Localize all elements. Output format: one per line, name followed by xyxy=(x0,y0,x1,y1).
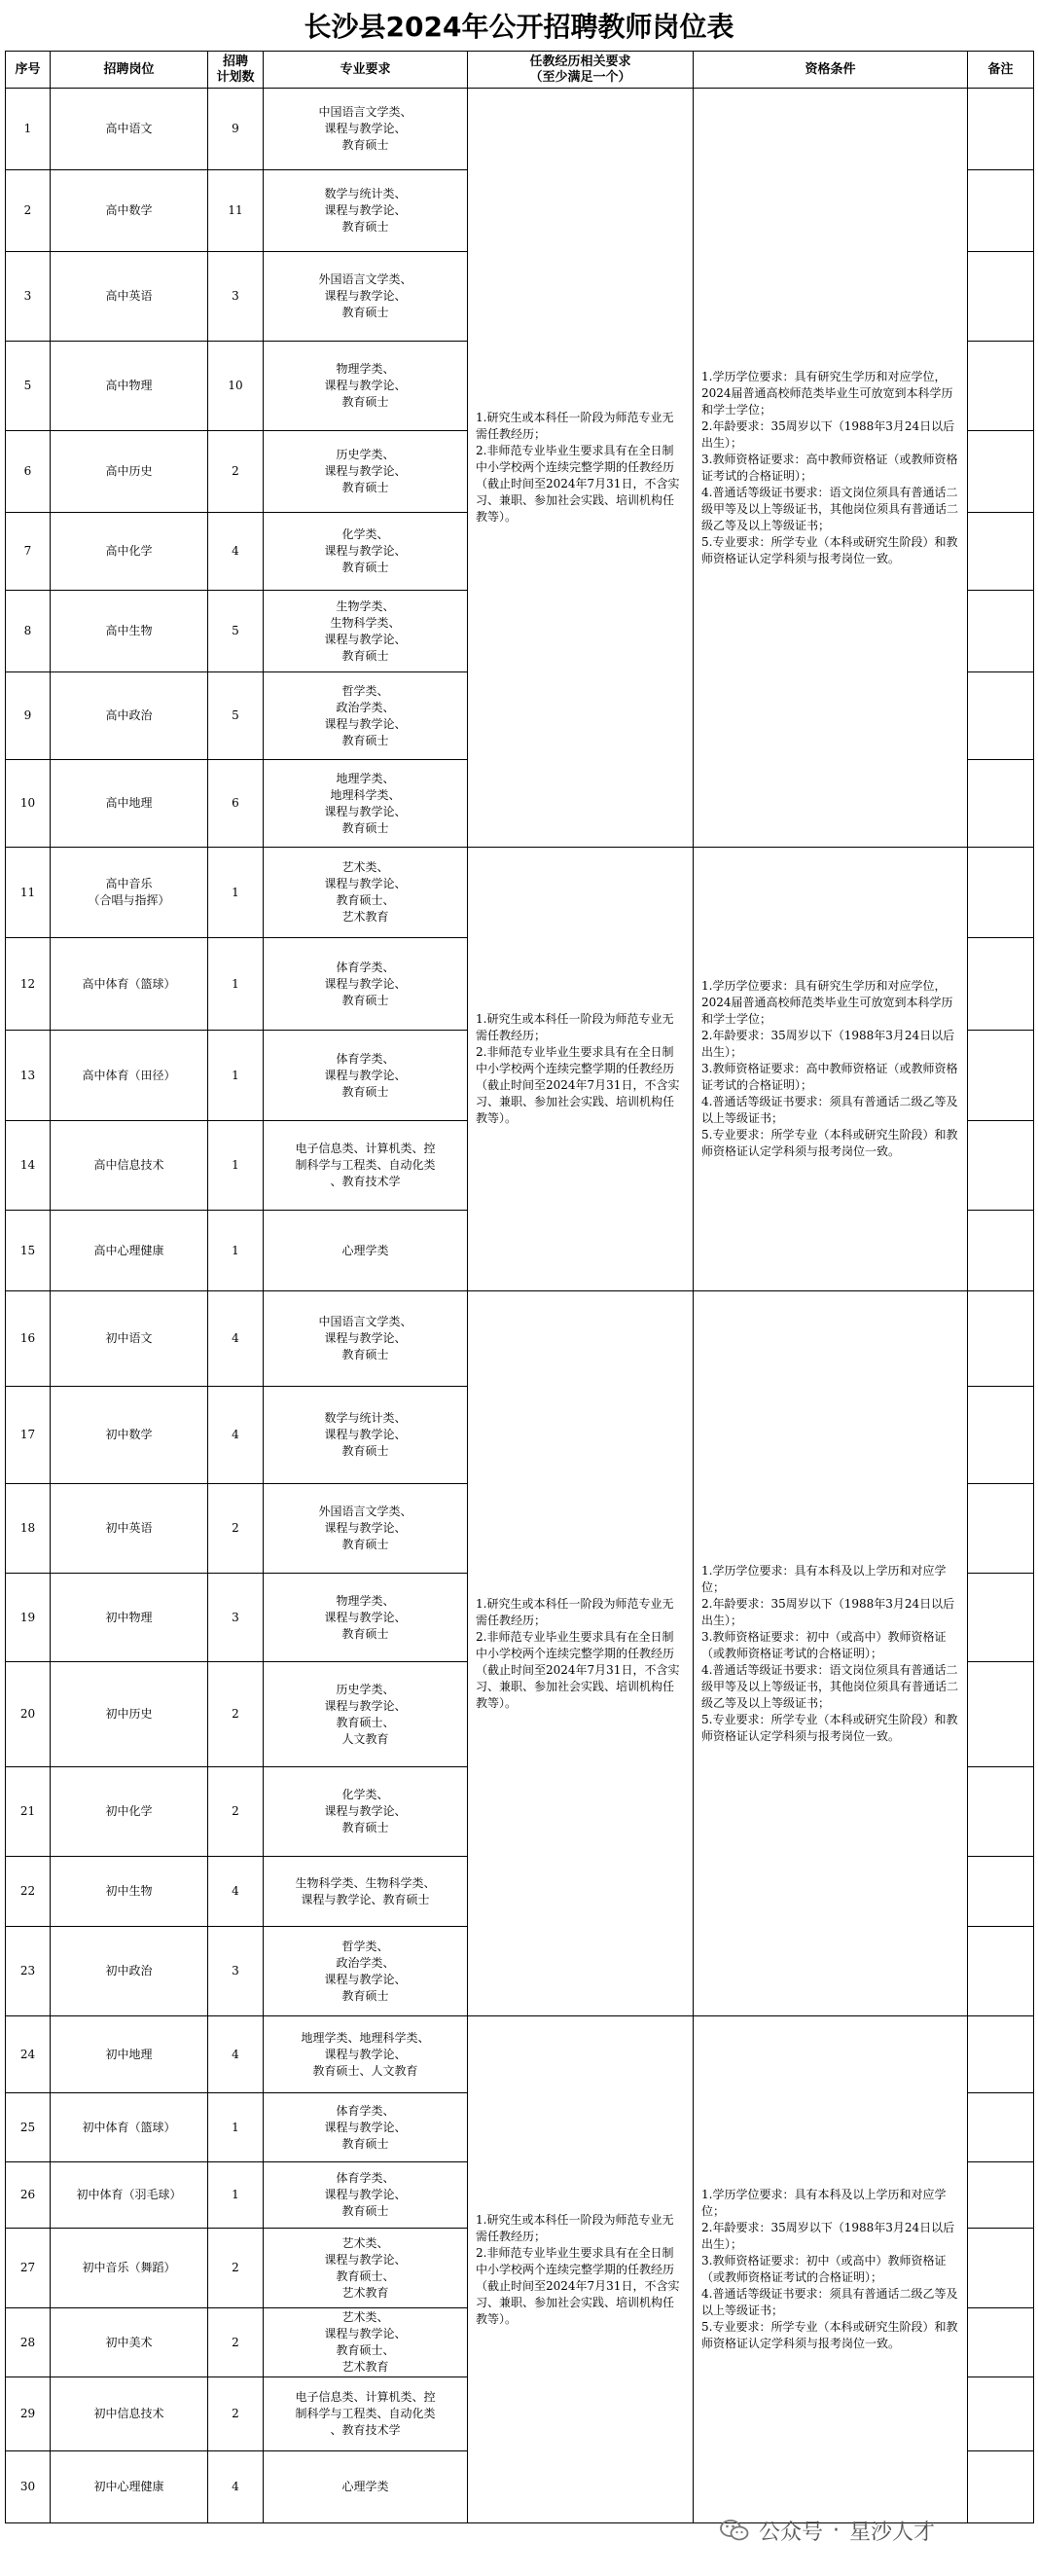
cell-post: 初中历史 xyxy=(51,1662,208,1767)
cell-index: 24 xyxy=(6,2016,51,2093)
cell-index: 1 xyxy=(6,89,51,170)
cell-index: 15 xyxy=(6,1211,51,1291)
cell-remarks xyxy=(968,1484,1034,1574)
cell-major: 地理学类、地理科学类、 课程与教学论、 教育硕士、人文教育 xyxy=(264,2016,468,2093)
cell-major: 外国语言文学类、 课程与教学论、 教育硕士 xyxy=(264,252,468,342)
header-qualification: 资格条件 xyxy=(694,52,968,89)
cell-post: 高中体育（篮球） xyxy=(51,938,208,1031)
cell-count: 4 xyxy=(208,1857,264,1927)
cell-post: 高中政治 xyxy=(51,672,208,760)
cell-remarks xyxy=(968,170,1034,252)
cell-remarks xyxy=(968,1387,1034,1484)
cell-major: 历史学类、 课程与教学论、 教育硕士 xyxy=(264,431,468,513)
page-title: 长沙县2024年公开招聘教师岗位表 xyxy=(304,11,734,43)
cell-remarks xyxy=(968,1211,1034,1291)
cell-post: 初中英语 xyxy=(51,1484,208,1574)
cell-remarks xyxy=(968,2162,1034,2229)
cell-index: 6 xyxy=(6,431,51,513)
cell-count: 2 xyxy=(208,1662,264,1767)
cell-major: 地理学类、 地理科学类、 课程与教学论、 教育硕士 xyxy=(264,760,468,848)
cell-post: 初中体育（羽毛球） xyxy=(51,2162,208,2229)
cell-index: 10 xyxy=(6,760,51,848)
cell-index: 11 xyxy=(6,848,51,938)
cell-remarks xyxy=(968,1121,1034,1211)
cell-count: 2 xyxy=(208,2229,264,2308)
cell-count: 2 xyxy=(208,1767,264,1857)
cell-post: 初中体育（篮球） xyxy=(51,2093,208,2162)
cell-remarks xyxy=(968,2377,1034,2451)
cell-qualification: 1.学历学位要求：具有本科及以上学历和对应学位； 2.年龄要求：35周岁以下（1988年3月24日以后出生）； 3.教师资格证要求：初中（或高中）教师资格证（或教师资格证考试的合格证明）； 4.普通话等级证书要求：须具有普通话二级乙等及以上等级证书； 5.专业要求：所学专业（本科或研究生阶段）和教师资格证认定学科须与报考岗位一致。 xyxy=(694,2016,968,2523)
cell-remarks xyxy=(968,672,1034,760)
cell-post: 高中物理 xyxy=(51,342,208,431)
cell-major: 艺术类、 课程与教学论、 教育硕士、 艺术教育 xyxy=(264,2308,468,2377)
cell-index: 20 xyxy=(6,1662,51,1767)
cell-remarks xyxy=(968,2093,1034,2162)
cell-count: 4 xyxy=(208,2451,264,2523)
table-row xyxy=(6,89,1034,170)
cell-remarks xyxy=(968,513,1034,591)
cell-major: 外国语言文学类、 课程与教学论、 教育硕士 xyxy=(264,1484,468,1574)
cell-index: 7 xyxy=(6,513,51,591)
cell-index: 16 xyxy=(6,1291,51,1387)
cell-index: 25 xyxy=(6,2093,51,2162)
cell-count: 2 xyxy=(208,1484,264,1574)
cell-post: 初中物理 xyxy=(51,1574,208,1662)
cell-count: 2 xyxy=(208,2308,264,2377)
cell-index: 27 xyxy=(6,2229,51,2308)
cell-post: 高中地理 xyxy=(51,760,208,848)
cell-index: 12 xyxy=(6,938,51,1031)
cell-major: 物理学类、 课程与教学论、 教育硕士 xyxy=(264,342,468,431)
cell-post: 高中数学 xyxy=(51,170,208,252)
cell-index: 22 xyxy=(6,1857,51,1927)
cell-count: 10 xyxy=(208,342,264,431)
cell-remarks xyxy=(968,1857,1034,1927)
table-row xyxy=(6,2016,1034,2093)
cell-count: 4 xyxy=(208,513,264,591)
cell-index: 29 xyxy=(6,2377,51,2451)
cell-remarks xyxy=(968,342,1034,431)
cell-index: 30 xyxy=(6,2451,51,2523)
cell-count: 4 xyxy=(208,1291,264,1387)
cell-count: 2 xyxy=(208,2377,264,2451)
cell-post: 高中化学 xyxy=(51,513,208,591)
cell-count: 4 xyxy=(208,2016,264,2093)
cell-count: 4 xyxy=(208,1387,264,1484)
cell-experience: 1.研究生或本科任一阶段为师范专业无需任教经历； 2.非师范专业毕业生要求具有在全日制中小学校两个连续完整学期的任教经历（截止时间至2024年7月31日，不含实习、兼职、参加社会实践、培训机构任教等）。 xyxy=(468,1291,694,2016)
cell-remarks xyxy=(968,848,1034,938)
cell-count: 11 xyxy=(208,170,264,252)
cell-index: 5 xyxy=(6,342,51,431)
header-experience: 任教经历相关要求 （至少满足一个） xyxy=(468,52,694,89)
cell-post: 初中信息技术 xyxy=(51,2377,208,2451)
cell-post: 高中生物 xyxy=(51,591,208,672)
cell-remarks xyxy=(968,1767,1034,1857)
cell-count: 1 xyxy=(208,938,264,1031)
cell-count: 6 xyxy=(208,760,264,848)
cell-post: 高中英语 xyxy=(51,252,208,342)
cell-index: 26 xyxy=(6,2162,51,2229)
cell-post: 初中化学 xyxy=(51,1767,208,1857)
cell-post: 初中地理 xyxy=(51,2016,208,2093)
cell-major: 生物科学类、生物科学类、 课程与教学论、教育硕士 xyxy=(264,1857,468,1927)
cell-index: 2 xyxy=(6,170,51,252)
cell-major: 中国语言文学类、 课程与教学论、 教育硕士 xyxy=(264,1291,468,1387)
cell-count: 3 xyxy=(208,1574,264,1662)
cell-major: 艺术类、 课程与教学论、 教育硕士、 艺术教育 xyxy=(264,2229,468,2308)
watermark-name: 星沙人才 xyxy=(849,2520,936,2545)
cell-post: 初中政治 xyxy=(51,1927,208,2016)
cell-major: 哲学类、 政治学类、 课程与教学论、 教育硕士 xyxy=(264,1927,468,2016)
cell-index: 23 xyxy=(6,1927,51,2016)
header-major: 专业要求 xyxy=(264,52,468,89)
cell-major: 电子信息类、计算机类、控 制科学与工程类、自动化类 、教育技术学 xyxy=(264,1121,468,1211)
cell-major: 物理学类、 课程与教学论、 教育硕士 xyxy=(264,1574,468,1662)
cell-count: 1 xyxy=(208,848,264,938)
cell-major: 心理学类 xyxy=(264,1211,468,1291)
cell-count: 3 xyxy=(208,252,264,342)
cell-major: 体育学类、 课程与教学论、 教育硕士 xyxy=(264,2162,468,2229)
cell-index: 28 xyxy=(6,2308,51,2377)
cell-index: 13 xyxy=(6,1031,51,1121)
cell-post: 高中音乐 （合唱与指挥） xyxy=(51,848,208,938)
cell-index: 19 xyxy=(6,1574,51,1662)
cell-post: 初中心理健康 xyxy=(51,2451,208,2523)
cell-remarks xyxy=(968,89,1034,170)
cell-remarks xyxy=(968,2451,1034,2523)
cell-post: 高中信息技术 xyxy=(51,1121,208,1211)
cell-remarks xyxy=(968,1574,1034,1662)
cell-remarks xyxy=(968,2016,1034,2093)
cell-major: 数学与统计类、 课程与教学论、 教育硕士 xyxy=(264,170,468,252)
cell-remarks xyxy=(968,2229,1034,2308)
header-post: 招聘岗位 xyxy=(51,52,208,89)
cell-remarks xyxy=(968,1927,1034,2016)
wechat-icon xyxy=(720,2519,749,2542)
cell-major: 数学与统计类、 课程与教学论、 教育硕士 xyxy=(264,1387,468,1484)
cell-experience: 1.研究生或本科任一阶段为师范专业无需任教经历； 2.非师范专业毕业生要求具有在全日制中小学校两个连续完整学期的任教经历（截止时间至2024年7月31日，不含实习、兼职、参加社会实践、培训机构任教等）。 xyxy=(468,89,694,848)
table-row xyxy=(6,1291,1034,1387)
cell-count: 5 xyxy=(208,672,264,760)
cell-post: 高中体育（田径） xyxy=(51,1031,208,1121)
cell-count: 3 xyxy=(208,1927,264,2016)
cell-remarks xyxy=(968,2308,1034,2377)
cell-remarks xyxy=(968,431,1034,513)
cell-post: 初中音乐（舞蹈） xyxy=(51,2229,208,2308)
cell-major: 生物学类、 生物科学类、 课程与教学论、 教育硕士 xyxy=(264,591,468,672)
cell-major: 体育学类、 课程与教学论、 教育硕士 xyxy=(264,938,468,1031)
cell-count: 1 xyxy=(208,2093,264,2162)
watermark-prefix: 公众号 xyxy=(759,2520,824,2545)
cell-qualification: 1.学历学位要求：具有研究生学历和对应学位，2024届普通高校师范类毕业生可放宽到本科学历和学士学位； 2.年龄要求：35周岁以下（1988年3月24日以后出生）； 3.教师资格证要求：高中教师资格证（或教师资格证考试的合格证明）； 4.普通话等级证书要求：语文岗位须具有普通话二级甲等及以上等级证书，其他岗位须具有普通话二级乙等及以上等级证书； 5.专业要求：所学专业（本科或研究生阶段）和教师资格证认定学科须与报考岗位一致。 xyxy=(694,89,968,848)
cell-post: 高中历史 xyxy=(51,431,208,513)
cell-major: 哲学类、 政治学类、 课程与教学论、 教育硕士 xyxy=(264,672,468,760)
cell-remarks xyxy=(968,591,1034,672)
header-count: 招聘 计划数 xyxy=(208,52,264,89)
cell-index: 3 xyxy=(6,252,51,342)
cell-count: 1 xyxy=(208,1121,264,1211)
header-remarks: 备注 xyxy=(968,52,1034,89)
table-row xyxy=(6,848,1034,938)
cell-qualification: 1.学历学位要求：具有研究生学历和对应学位，2024届普通高校师范类毕业生可放宽到本科学历和学士学位； 2.年龄要求：35周岁以下（1988年3月24日以后出生）； 3.教师资格证要求：高中教师资格证（或教师资格证考试的合格证明）； 4.普通话等级证书要求：须具有普通话二级乙等及以上等级证书； 5.专业要求：所学专业（本科或研究生阶段）和教师资格证认定学科须与报考岗位一致。 xyxy=(694,848,968,1291)
watermark-separator: · xyxy=(833,2518,841,2543)
cell-major: 历史学类、 课程与教学论、 教育硕士、 人文教育 xyxy=(264,1662,468,1767)
cell-index: 8 xyxy=(6,591,51,672)
cell-count: 2 xyxy=(208,431,264,513)
cell-post: 初中语文 xyxy=(51,1291,208,1387)
cell-remarks xyxy=(968,1662,1034,1767)
watermark xyxy=(720,2513,935,2548)
cell-index: 9 xyxy=(6,672,51,760)
cell-index: 14 xyxy=(6,1121,51,1211)
cell-experience: 1.研究生或本科任一阶段为师范专业无需任教经历； 2.非师范专业毕业生要求具有在全日制中小学校两个连续完整学期的任教经历（截止时间至2024年7月31日，不含实习、兼职、参加社会实践、培训机构任教等）。 xyxy=(468,848,694,1291)
cell-remarks xyxy=(968,1031,1034,1121)
cell-count: 9 xyxy=(208,89,264,170)
table-header-row xyxy=(6,52,1034,89)
cell-major: 体育学类、 课程与教学论、 教育硕士 xyxy=(264,2093,468,2162)
cell-major: 艺术类、 课程与教学论、 教育硕士、 艺术教育 xyxy=(264,848,468,938)
cell-major: 化学类、 课程与教学论、 教育硕士 xyxy=(264,513,468,591)
cell-count: 1 xyxy=(208,1211,264,1291)
cell-major: 心理学类 xyxy=(264,2451,468,2523)
table-body xyxy=(6,89,1034,2523)
cell-experience: 1.研究生或本科任一阶段为师范专业无需任教经历； 2.非师范专业毕业生要求具有在全日制中小学校两个连续完整学期的任教经历（截止时间至2024年7月31日，不含实习、兼职、参加社会实践、培训机构任教等）。 xyxy=(468,2016,694,2523)
cell-major: 中国语言文学类、 课程与教学论、 教育硕士 xyxy=(264,89,468,170)
cell-remarks xyxy=(968,1291,1034,1387)
cell-major: 电子信息类、计算机类、控 制科学与工程类、自动化类 、教育技术学 xyxy=(264,2377,468,2451)
cell-index: 18 xyxy=(6,1484,51,1574)
cell-post: 初中生物 xyxy=(51,1857,208,1927)
cell-count: 1 xyxy=(208,2162,264,2229)
cell-remarks xyxy=(968,252,1034,342)
cell-remarks xyxy=(968,938,1034,1031)
cell-index: 17 xyxy=(6,1387,51,1484)
cell-index: 21 xyxy=(6,1767,51,1857)
cell-post: 初中美术 xyxy=(51,2308,208,2377)
cell-post: 高中语文 xyxy=(51,89,208,170)
cell-major: 体育学类、 课程与教学论、 教育硕士 xyxy=(264,1031,468,1121)
cell-post: 初中数学 xyxy=(51,1387,208,1484)
cell-count: 1 xyxy=(208,1031,264,1121)
cell-post: 高中心理健康 xyxy=(51,1211,208,1291)
cell-major: 化学类、 课程与教学论、 教育硕士 xyxy=(264,1767,468,1857)
cell-qualification: 1.学历学位要求：具有本科及以上学历和对应学位； 2.年龄要求：35周岁以下（1988年3月24日以后出生）； 3.教师资格证要求：初中（或高中）教师资格证（或教师资格证考试的合格证明）； 4.普通话等级证书要求：语文岗位须具有普通话二级甲等及以上等级证书，其他岗位须具有普通话二级乙等及以上等级证书； 5.专业要求：所学专业（本科或研究生阶段）和教师资格证认定学科须与报考岗位一致。 xyxy=(694,1291,968,2016)
cell-count: 5 xyxy=(208,591,264,672)
cell-remarks xyxy=(968,760,1034,848)
recruitment-table xyxy=(5,51,1034,2523)
header-index: 序号 xyxy=(6,52,51,89)
